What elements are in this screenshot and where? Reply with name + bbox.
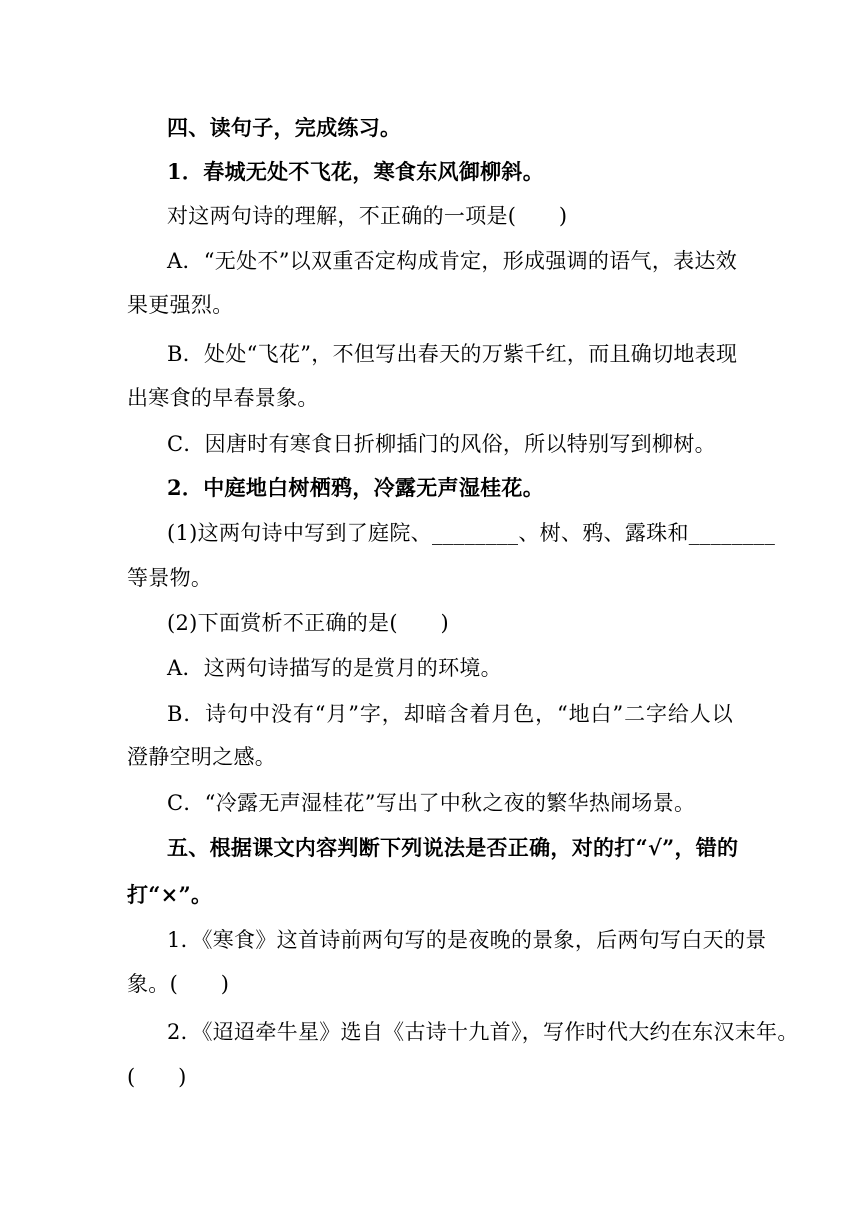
q2-option-b-line1: B．诗句中没有“月”字，却暗含着月色，“地白”二字给人以 <box>167 702 733 726</box>
q2-option-b-line2: 澄静空明之感。 <box>127 745 277 769</box>
q1-option-c: C．因唐时有寒食日折柳插门的风俗，所以特别写到柳树。 <box>167 432 716 456</box>
q2-verse: 中庭地白树栖鸦，冷露无声湿桂花。 <box>203 475 545 500</box>
q1-verse: 春城无处不飞花，寒食东风御柳斜。 <box>203 159 545 184</box>
section5-heading-line2: 打“×”。 <box>127 882 213 907</box>
q1-number: 1． <box>167 159 204 184</box>
q2-sub2-prompt: (2)下面赏析不正确的是( ) <box>167 611 449 635</box>
q1-option-a-line1: A．“无处不”以双重否定构成肯定，形成强调的语气，表达效 <box>167 249 738 273</box>
q2-sub1-line2: 等景物。 <box>127 566 213 590</box>
section5-q1-line2: 象。( ) <box>127 972 230 996</box>
q1-option-b-line2: 出寒食的早春景象。 <box>127 386 319 410</box>
section5-heading-line1: 五、根据课文内容判断下列说法是否正确，对的打“√”，错的 <box>167 835 739 860</box>
section5-q2-line1: 2．《迢迢牵牛星》选自《古诗十九首》，写作时代大约在东汉末年。 <box>167 1020 799 1044</box>
section4-heading: 四、读句子，完成练习。 <box>167 115 402 140</box>
q1-verse-line <box>167 158 544 186</box>
section5-q2-line2: ( ) <box>127 1065 187 1089</box>
q1-option-b-line1: B．处处“飞花”，不但写出春天的万紫千红，而且确切地表现 <box>167 342 738 366</box>
q2-sub1-line1: (1)这两句诗中写到了庭院、________、树、鸦、露珠和________ <box>167 521 776 545</box>
q2-option-c: C．“冷露无声湿桂花”写出了中秋之夜的繁华热闹场景。 <box>167 791 696 815</box>
q2-verse-line <box>167 474 544 502</box>
q1-prompt: 对这两句诗的理解，不正确的一项是( ) <box>167 204 568 228</box>
section5-q1-line1: 1．《寒食》这首诗前两句写的是夜晚的景象，后两句写白天的景 <box>167 928 767 952</box>
q2-option-a: A．这两句诗描写的是赏月的环境。 <box>167 656 502 680</box>
q1-option-a-line2: 果更强烈。 <box>127 293 234 317</box>
q2-number: 2． <box>167 475 204 500</box>
